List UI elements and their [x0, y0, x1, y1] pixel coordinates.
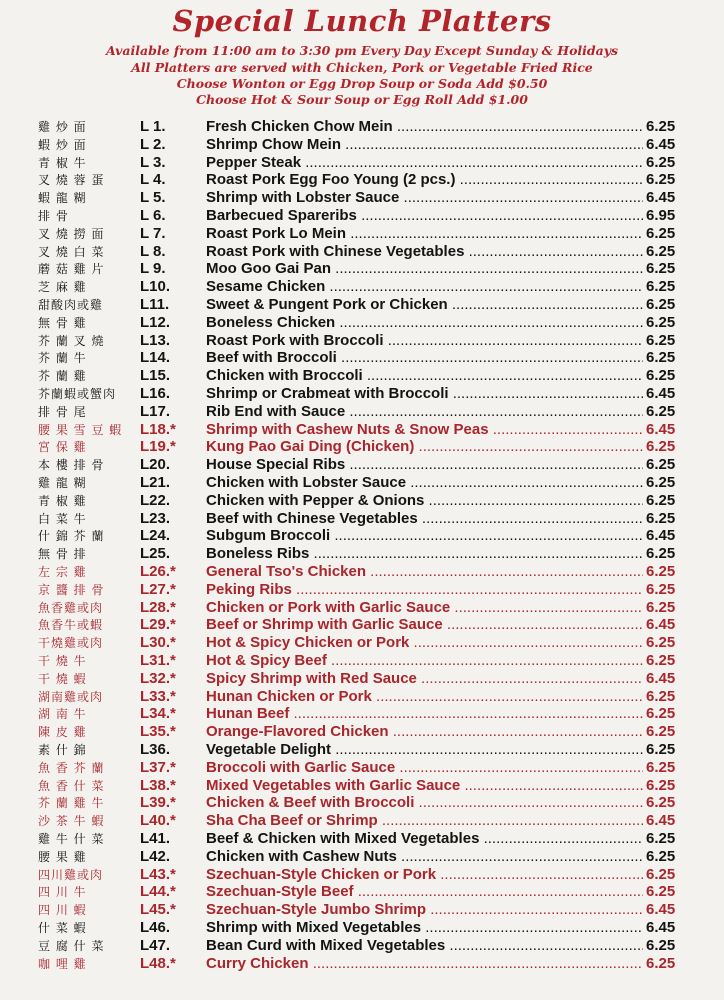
- menu-item-name: Chicken with Cashew Nuts .....: [206, 848, 643, 866]
- menu-item-chinese-name: 四 川 牛: [38, 885, 87, 900]
- menu-item-row: [0, 438, 724, 456]
- menu-item-chinese-name: 芥 蘭 雞: [38, 369, 87, 384]
- menu-item-name: Hunan Beef .....: [206, 705, 643, 723]
- menu-item-row: [0, 688, 724, 706]
- menu-item-code: L28.*: [140, 598, 176, 616]
- menu-item-code: L17.: [140, 402, 171, 420]
- menu-item-name: Roast Pork Egg Foo Young (2 pcs.) .....: [206, 171, 643, 189]
- menu-item-chinese-name: 無 骨 排: [38, 547, 87, 562]
- menu-item-price: 6.25: [646, 687, 676, 705]
- menu-item-name: Hot & Spicy Chicken or Pork .....: [206, 634, 643, 652]
- menu-item-row: [0, 296, 724, 314]
- menu-item-name: Roast Pork Lo Mein .....: [206, 225, 643, 243]
- menu-item-chinese-name: 雞 炒 面: [38, 120, 87, 134]
- menu-item-name: Shrimp or Crabmeat with Broccoli .....: [206, 385, 643, 403]
- menu-item-code: L33.*: [140, 687, 176, 705]
- menu-item-price: 6.25: [646, 349, 676, 367]
- menu-item-row: [0, 474, 724, 492]
- menu-item-chinese-name: 叉 燒 撈 面: [38, 226, 105, 241]
- menu-item-chinese-name: 魚香雞或肉: [38, 600, 104, 615]
- menu-item-row: [0, 652, 724, 670]
- menu-item-code: L 3.: [140, 153, 166, 171]
- menu-item-price: 6.25: [646, 331, 676, 349]
- menu-item-price: 6.45: [646, 189, 676, 207]
- menu-item-code: L 5.: [140, 189, 166, 207]
- menu-item-chinese-name: 豆 腐 什 菜: [38, 938, 105, 953]
- menu-item-row: [0, 510, 724, 528]
- menu-item-price: 6.25: [646, 224, 676, 242]
- menu-item-name: Szechuan-Style Beef .....: [206, 883, 643, 901]
- menu-item-price: 6.45: [646, 901, 676, 919]
- menu-item-chinese-name: 甜酸肉或雞: [38, 298, 104, 312]
- menu-item-name: Beef with Broccoli .....: [206, 349, 643, 367]
- menu-item-code: L15.: [140, 367, 171, 385]
- menu-item-chinese-name: 沙 茶 牛 蝦: [38, 814, 105, 829]
- menu-item-code: L39.*: [140, 794, 176, 812]
- menu-item-row: [0, 278, 724, 296]
- menu-item-price: 6.45: [646, 527, 676, 545]
- menu-item-row: [0, 812, 724, 830]
- availability-line: Available from 11:00 am to 3:30 pm Every Day Except Sunday & Holidays: [105, 43, 619, 58]
- menu-item-chinese-name: 叉 燒 蓉 蛋: [38, 173, 105, 188]
- menu-item-code: L 1.: [140, 118, 166, 135]
- menu-item-row: [0, 955, 724, 973]
- menu-item-name: Mixed Vegetables with Garlic Sauce .....: [206, 777, 643, 795]
- menu-item-row: [0, 367, 724, 385]
- menu-item-price: 6.45: [646, 919, 676, 936]
- menu-item-chinese-name: 干 燒 牛: [38, 654, 87, 668]
- menu-item-name: Peking Ribs .....: [206, 581, 643, 599]
- menu-item-price: 6.25: [646, 474, 676, 491]
- menu-item-chinese-name: 什 菜 蝦: [38, 921, 87, 935]
- menu-item-chinese-name: 湖 南 牛: [38, 707, 87, 722]
- menu-item-row: [0, 154, 724, 172]
- menu-item-name: Hunan Chicken or Pork .....: [206, 688, 643, 706]
- menu-item-code: L 7.: [140, 224, 166, 242]
- menu-item-name: Roast Pork with Broccoli .....: [206, 332, 643, 350]
- menu-item-name: Sweet & Pungent Pork or Chicken .....: [206, 296, 643, 314]
- menu-item-name: Boneless Chicken .....: [206, 314, 643, 332]
- menu-item-code: L27.*: [140, 580, 176, 598]
- menu-item-row: [0, 883, 724, 901]
- menu-item-price: 6.25: [646, 545, 676, 563]
- menu-item-price: 6.25: [646, 260, 676, 278]
- menu-item-chinese-name: 什 錦 芥 蘭: [38, 529, 105, 544]
- menu-item-name: Spicy Shrimp with Red Sauce .....: [206, 670, 643, 688]
- soup-option-line: Choose Wonton or Egg Drop Soup or Soda Add $0.50: [176, 76, 548, 91]
- menu-item-price: 6.25: [646, 580, 676, 598]
- menu-item-code: L 9.: [140, 260, 166, 278]
- menu-item-chinese-name: 芝 麻 雞: [38, 280, 87, 295]
- menu-item-row: [0, 545, 724, 563]
- menu-item-row: [0, 171, 724, 189]
- menu-item-chinese-name: 蘑 菇 雞 片: [38, 262, 105, 277]
- menu-item-price: 6.25: [646, 509, 676, 527]
- menu-item-name: Shrimp with Mixed Vegetables .....: [206, 919, 643, 937]
- menu-item-row: [0, 189, 724, 207]
- menu-item-price: 6.25: [646, 705, 676, 723]
- menu-item-chinese-name: 排 骨: [38, 209, 69, 223]
- menu-item-chinese-name: 芥 蘭 牛: [38, 351, 87, 366]
- menu-item-row: [0, 225, 724, 243]
- menu-item-chinese-name: 宮 保 雞: [38, 440, 87, 455]
- menu-item-code: L10.: [140, 278, 171, 296]
- menu-item-row: [0, 136, 724, 154]
- menu-item-row: [0, 403, 724, 421]
- menu-item-code: L44.*: [140, 883, 176, 901]
- menu-item-code: L25.: [140, 545, 171, 563]
- menu-item-price: 6.25: [646, 491, 676, 509]
- menu-item-code: L45.*: [140, 901, 176, 919]
- menu-item-name: Szechuan-Style Chicken or Pork .....: [206, 866, 643, 884]
- menu-item-row: [0, 118, 724, 136]
- menu-item-code: L22.: [140, 491, 171, 509]
- menu-item-row: [0, 919, 724, 937]
- menu-item-price: 6.25: [646, 598, 676, 616]
- menu-item-name: House Special Ribs .....: [206, 456, 643, 474]
- menu-item-code: L38.*: [140, 776, 176, 794]
- fried-rice-line: All Platters are served with Chicken, Pork or Vegetable Fried Rice: [131, 60, 593, 75]
- menu-item-code: L32.*: [140, 669, 176, 687]
- menu-item-chinese-name: 芥 蘭 叉 燒: [38, 333, 105, 348]
- menu-item-price: 6.25: [646, 865, 676, 883]
- menu-item-code: L26.*: [140, 563, 176, 580]
- menu-item-row: [0, 563, 724, 581]
- menu-item-price: 6.25: [646, 402, 676, 420]
- menu-item-chinese-name: 排 骨 尾: [38, 404, 87, 419]
- menu-item-code: L14.: [140, 349, 171, 367]
- menu-item-row: [0, 705, 724, 723]
- menu-item-chinese-name: 魚 香 芥 蘭: [38, 760, 105, 775]
- menu-item-chinese-name: 四 川 蝦: [38, 903, 87, 918]
- menu-item-row: [0, 670, 724, 688]
- menu-item-price: 6.25: [646, 296, 676, 313]
- menu-item-chinese-name: 干燒雞或肉: [38, 636, 104, 651]
- menu-item-code: L36.: [140, 741, 171, 758]
- menu-item-price: 6.45: [646, 135, 676, 153]
- menu-item-row: [0, 777, 724, 795]
- menu-item-price: 6.25: [646, 438, 676, 456]
- menu-item-name: Broccoli with Garlic Sauce .....: [206, 759, 643, 777]
- menu-item-row: [0, 332, 724, 350]
- menu-item-price: 6.45: [646, 420, 676, 438]
- menu-item-price: 6.25: [646, 118, 676, 135]
- menu-item-price: 6.25: [646, 741, 676, 758]
- menu-item-row: [0, 243, 724, 261]
- menu-item-code: L40.*: [140, 812, 176, 830]
- menu-item-chinese-name: 腰 果 雞: [38, 849, 87, 864]
- menu-item-chinese-name: 四川雞或肉: [38, 867, 104, 882]
- menu-item-name: Szechuan-Style Jumbo Shrimp .....: [206, 901, 643, 919]
- menu-item-row: [0, 385, 724, 403]
- menu-item-price: 6.25: [646, 830, 676, 847]
- menu-item-code: L35.*: [140, 723, 176, 741]
- menu-item-name: Beef or Shrimp with Garlic Sauce .....: [206, 616, 643, 634]
- menu-item-row: [0, 937, 724, 955]
- menu-item-row: [0, 599, 724, 617]
- menu-item-price: 6.25: [646, 652, 676, 669]
- menu-item-chinese-name: 本 樓 排 骨: [38, 458, 105, 473]
- menu-item-code: L11.: [140, 296, 170, 313]
- menu-item-code: L 4.: [140, 171, 166, 189]
- menu-item-name: Rib End with Sauce .....: [206, 403, 643, 421]
- menu-item-code: L43.*: [140, 865, 176, 883]
- menu-item-name: Moo Goo Gai Pan .....: [206, 260, 643, 278]
- menu-item-row: [0, 741, 724, 759]
- menu-item-row: [0, 314, 724, 332]
- menu-item-code: L46.: [140, 919, 171, 936]
- menu-item-price: 6.25: [646, 171, 676, 189]
- menu-item-code: L21.: [140, 474, 171, 491]
- menu-item-row: [0, 794, 724, 812]
- menu-item-price: 6.45: [646, 616, 676, 634]
- menu-item-code: L30.*: [140, 634, 176, 652]
- menu-item-row: [0, 421, 724, 439]
- menu-title: Special Lunch Platters: [172, 4, 552, 38]
- menu-item-chinese-name: 雞 龍 糊: [38, 476, 87, 490]
- menu-item-name: Subgum Broccoli .....: [206, 527, 643, 545]
- menu-item-code: L47.: [140, 936, 171, 954]
- menu-item-name: Shrimp with Cashew Nuts & Snow Peas .....: [206, 421, 643, 439]
- menu-item-code: L 8.: [140, 242, 166, 260]
- menu-item-row: [0, 260, 724, 278]
- menu-item-name: Pepper Steak .....: [206, 154, 643, 172]
- menu-item-name: Sha Cha Beef or Shrimp .....: [206, 812, 643, 830]
- menu-item-row: [0, 759, 724, 777]
- menu-item-name: Fresh Chicken Chow Mein .....: [206, 118, 643, 136]
- menu-item-chinese-name: 陳 皮 雞: [38, 725, 87, 740]
- menu-item-chinese-name: 左 宗 雞: [38, 565, 87, 579]
- menu-item-code: L16.: [140, 385, 171, 402]
- menu-item-code: L20.: [140, 456, 171, 474]
- menu-item-price: 6.25: [646, 883, 676, 901]
- menu-item-chinese-name: 蝦 炒 面: [38, 137, 87, 152]
- menu-item-chinese-name: 素 什 錦: [38, 743, 87, 757]
- menu-item-chinese-name: 腰 果 雪 豆 蝦: [38, 422, 123, 437]
- menu-item-row: [0, 848, 724, 866]
- menu-item-name: Orange-Flavored Chicken .....: [206, 723, 643, 741]
- menu-item-row: [0, 527, 724, 545]
- menu-item-row: [0, 634, 724, 652]
- menu-item-code: L23.: [140, 509, 171, 527]
- menu-item-name: Bean Curd with Mixed Vegetables .....: [206, 937, 643, 955]
- menu-item-row: [0, 349, 724, 367]
- menu-item-name: Beef with Chinese Vegetables .....: [206, 510, 643, 528]
- menu-item-name: Chicken or Pork with Garlic Sauce .....: [206, 599, 643, 617]
- menu-item-name: General Tso's Chicken .....: [206, 563, 643, 581]
- menu-item-price: 6.25: [646, 954, 676, 972]
- menu-item-name: Barbecued Spareribs .....: [206, 207, 643, 225]
- menu-item-code: L12.: [140, 313, 171, 331]
- menu-item-code: L42.: [140, 847, 171, 865]
- menu-item-price: 6.25: [646, 313, 676, 331]
- menu-item-price: 6.25: [646, 794, 676, 812]
- menu-item-code: L18.*: [140, 420, 176, 438]
- menu-item-chinese-name: 無 骨 雞: [38, 315, 87, 330]
- menu-item-name: Sesame Chicken .....: [206, 278, 643, 296]
- menu-item-chinese-name: 叉 燒 白 菜: [38, 244, 105, 259]
- menu-item-name: Chicken with Pepper & Onions .....: [206, 492, 643, 510]
- menu-item-price: 6.45: [646, 669, 676, 687]
- menu-item-chinese-name: 魚香牛或蝦: [38, 618, 104, 633]
- menu-item-chinese-name: 青 椒 牛: [38, 155, 87, 170]
- menu-item-chinese-name: 白 菜 牛: [38, 511, 87, 526]
- menu-item-code: L 2.: [140, 135, 166, 153]
- menu-item-chinese-name: 咖 哩 雞: [38, 956, 87, 971]
- menu-item-row: [0, 616, 724, 634]
- menu-item-chinese-name: 蝦 龍 糊: [38, 191, 87, 206]
- menu-item-price: 6.45: [646, 812, 676, 830]
- menu-item-price: 6.45: [646, 385, 676, 402]
- menu-item-price: 6.25: [646, 278, 676, 296]
- menu-item-chinese-name: 京 醬 排 骨: [38, 582, 105, 597]
- menu-item-code: L13.: [140, 331, 171, 349]
- menu-item-price: 6.25: [646, 723, 676, 741]
- menu-item-row: [0, 830, 724, 848]
- menu-item-row: [0, 723, 724, 741]
- menu-item-name: Chicken with Lobster Sauce .....: [206, 474, 643, 492]
- menu-item-name: Kung Pao Gai Ding (Chicken) .....: [206, 438, 643, 456]
- menu-item-name: Curry Chicken .....: [206, 955, 643, 973]
- menu-item-name: Hot & Spicy Beef .....: [206, 652, 643, 670]
- menu-item-chinese-name: 青 椒 雞: [38, 493, 87, 508]
- menu-item-chinese-name: 干 燒 蝦: [38, 671, 87, 686]
- menu-item-row: [0, 901, 724, 919]
- menu-item-name: Beef & Chicken with Mixed Vegetables .....: [206, 830, 643, 848]
- menu-item-name: Chicken & Beef with Broccoli .....: [206, 794, 643, 812]
- menu-item-name: Shrimp Chow Mein .....: [206, 136, 643, 154]
- menu-item-row: [0, 456, 724, 474]
- menu-item-code: L34.*: [140, 705, 176, 723]
- menu-item-code: L29.*: [140, 616, 176, 634]
- menu-item-code: L31.*: [140, 652, 176, 669]
- menu-item-price: 6.25: [646, 563, 676, 580]
- menu-item-price: 6.95: [646, 207, 676, 224]
- hot-sour-option-line: Choose Hot & Sour Soup or Egg Roll Add $1.00: [196, 92, 528, 107]
- menu-item-name: Shrimp with Lobster Sauce .....: [206, 189, 643, 207]
- menu-item-row: [0, 492, 724, 510]
- menu-item-price: 6.25: [646, 634, 676, 652]
- menu-item-price: 6.25: [646, 758, 676, 776]
- menu-item-name: Vegetable Delight .....: [206, 741, 643, 759]
- menu-item-row: [0, 581, 724, 599]
- menu-item-row: [0, 866, 724, 884]
- menu-item-name: Chicken with Broccoli .....: [206, 367, 643, 385]
- menu-item-price: 6.25: [646, 242, 676, 260]
- menu-item-price: 6.25: [646, 847, 676, 865]
- menu-item-name: Roast Pork with Chinese Vegetables .....: [206, 243, 643, 261]
- menu-item-chinese-name: 雞 牛 什 菜: [38, 832, 105, 846]
- menu-item-price: 6.25: [646, 367, 676, 385]
- menu-item-name: Boneless Ribs .....: [206, 545, 643, 563]
- menu-item-price: 6.25: [646, 456, 676, 474]
- menu-item-chinese-name: 魚 香 什 菜: [38, 778, 105, 793]
- menu-item-code: L24.: [140, 527, 171, 545]
- menu-item-code: L19.*: [140, 438, 176, 456]
- menu-item-price: 6.25: [646, 936, 676, 954]
- menu-item-price: 6.25: [646, 153, 676, 171]
- menu-item-code: L 6.: [140, 207, 166, 224]
- menu-item-chinese-name: 湖南雞或肉: [38, 689, 104, 704]
- menu-item-code: L37.*: [140, 758, 176, 776]
- menu-item-row: [0, 207, 724, 225]
- menu-item-chinese-name: 芥 蘭 雞 牛: [38, 796, 105, 811]
- menu-item-code: L48.*: [140, 954, 176, 972]
- menu-item-price: 6.25: [646, 776, 676, 794]
- menu-item-code: L41.: [140, 830, 171, 847]
- menu-item-chinese-name: 芥蘭蝦或蟹肉: [38, 387, 117, 401]
